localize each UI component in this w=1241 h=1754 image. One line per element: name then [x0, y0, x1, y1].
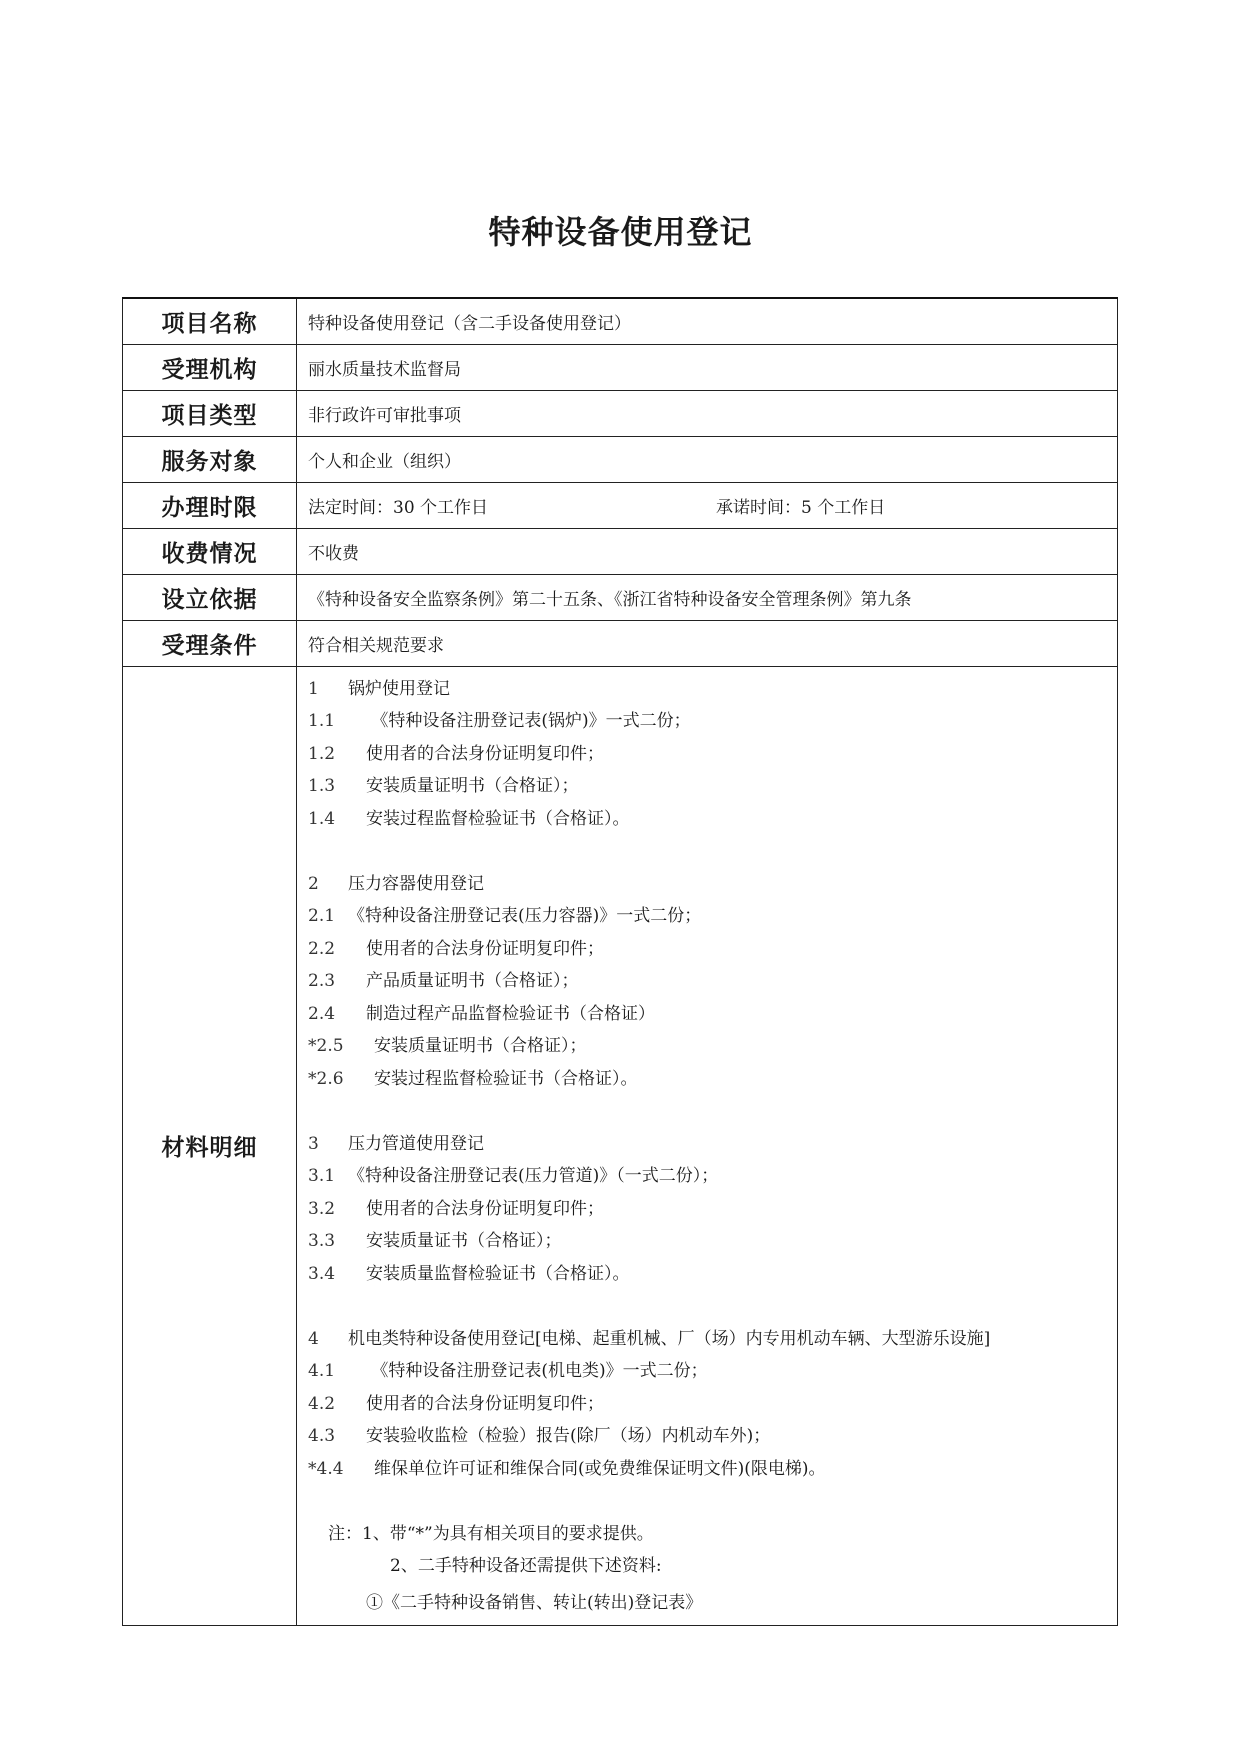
list-item: 1.3 安装质量证明书（合格证）； [308, 776, 579, 796]
row-value-fees: 不收费 [297, 528, 1118, 574]
table-row [123, 436, 1118, 482]
table-row [123, 528, 1118, 574]
table-row [123, 390, 1118, 436]
list-item: 3.3 安装质量证书（合格证）； [308, 1231, 562, 1251]
spacer [308, 1290, 1117, 1323]
row-label-fees: 收费情况 [123, 528, 297, 574]
table-row [123, 482, 1118, 528]
list-item: *4.4 维保单位许可证和维保合同(或免费维保证明文件)(限电梯)。 [308, 1458, 826, 1479]
list-item: 4.3 安装验收监检（检验）报告(除厂（场）内机动车外)； [308, 1426, 771, 1446]
materials-list [297, 666, 1118, 1626]
list-item: 4.1 《特种设备注册登记表(机电类)》一式二份； [308, 1361, 708, 1381]
table-row [123, 620, 1118, 666]
spacer [308, 835, 1117, 868]
row-value-agency: 丽水质量技术监督局 [297, 344, 1118, 390]
list-item: *2.5 安装质量证明书（合格证）； [308, 1036, 587, 1056]
list-item: 1.1 《特种设备注册登记表(锅炉)》一式二份； [308, 711, 691, 731]
list-item: *2.6 安装过程监督检验证书（合格证）。 [308, 1068, 638, 1089]
note-line: 2、二手特种设备还需提供下述资料: [390, 1556, 662, 1576]
list-item: 3.1 《特种设备注册登记表(压力管道)》（一式二份）； [308, 1166, 719, 1186]
row-label-service-target: 服务对象 [123, 436, 297, 482]
spacer [308, 1485, 1117, 1518]
row-value-project-name: 特种设备使用登记（含二手设备使用登记） [297, 298, 1118, 344]
list-item: 2.3 产品质量证明书（合格证）； [308, 971, 579, 991]
row-label-materials: 材料明细 [123, 666, 297, 1626]
table-row [123, 298, 1118, 344]
promised-time: 承诺时间：5 个工作日 [716, 497, 886, 518]
list-item: 2.1 《特种设备注册登记表(压力容器)》一式二份； [308, 906, 702, 926]
row-label-legal-basis: 设立依据 [123, 574, 297, 620]
list-item: 1.4 安装过程监督检验证书（合格证）。 [308, 808, 630, 829]
list-item: 2.2 使用者的合法身份证明复印件； [308, 938, 604, 959]
row-value-legal-basis: 《特种设备安全监察条例》第二十五条、《浙江省特种设备安全管理条例》第九条 [297, 574, 1118, 620]
legal-time: 法定时间：30 个工作日 [308, 497, 489, 518]
table-row [123, 344, 1118, 390]
row-value-time-limit [297, 482, 1118, 528]
row-label-agency: 受理机构 [123, 344, 297, 390]
row-label-project-type: 项目类型 [123, 390, 297, 436]
table-row-materials [123, 666, 1118, 1626]
list-item: 2.4 制造过程产品监督检验证书（合格证） [308, 1003, 655, 1024]
note-line: ①《二手特种设备销售、转让(转出)登记表》 [366, 1592, 703, 1613]
section-heading: 2 压力容器使用登记 [308, 873, 484, 894]
info-table [122, 297, 1118, 1626]
row-label-project-name: 项目名称 [123, 298, 297, 344]
table-row [123, 574, 1118, 620]
list-item: 4.2 使用者的合法身份证明复印件； [308, 1393, 604, 1414]
row-value-project-type: 非行政许可审批事项 [297, 390, 1118, 436]
section-heading: 1 锅炉使用登记 [308, 678, 450, 699]
list-item: 1.2 使用者的合法身份证明复印件； [308, 743, 604, 764]
section-heading: 3 压力管道使用登记 [308, 1133, 484, 1154]
document-title: 特种设备使用登记 [488, 213, 753, 251]
row-label-conditions: 受理条件 [123, 620, 297, 666]
note-line: 注：1、带“*”为具有相关项目的要求提供。 [328, 1523, 654, 1544]
list-item: 3.2 使用者的合法身份证明复印件； [308, 1198, 604, 1219]
section-heading: 4 机电类特种设备使用登记[电梯、起重机械、厂（场）内专用机动车辆、大型游乐设施] [308, 1328, 991, 1349]
row-value-conditions: 符合相关规范要求 [297, 620, 1118, 666]
list-item: 3.4 安装质量监督检验证书（合格证）。 [308, 1263, 630, 1284]
spacer [308, 1095, 1117, 1128]
row-label-time-limit: 办理时限 [123, 482, 297, 528]
row-value-service-target: 个人和企业（组织） [297, 436, 1118, 482]
